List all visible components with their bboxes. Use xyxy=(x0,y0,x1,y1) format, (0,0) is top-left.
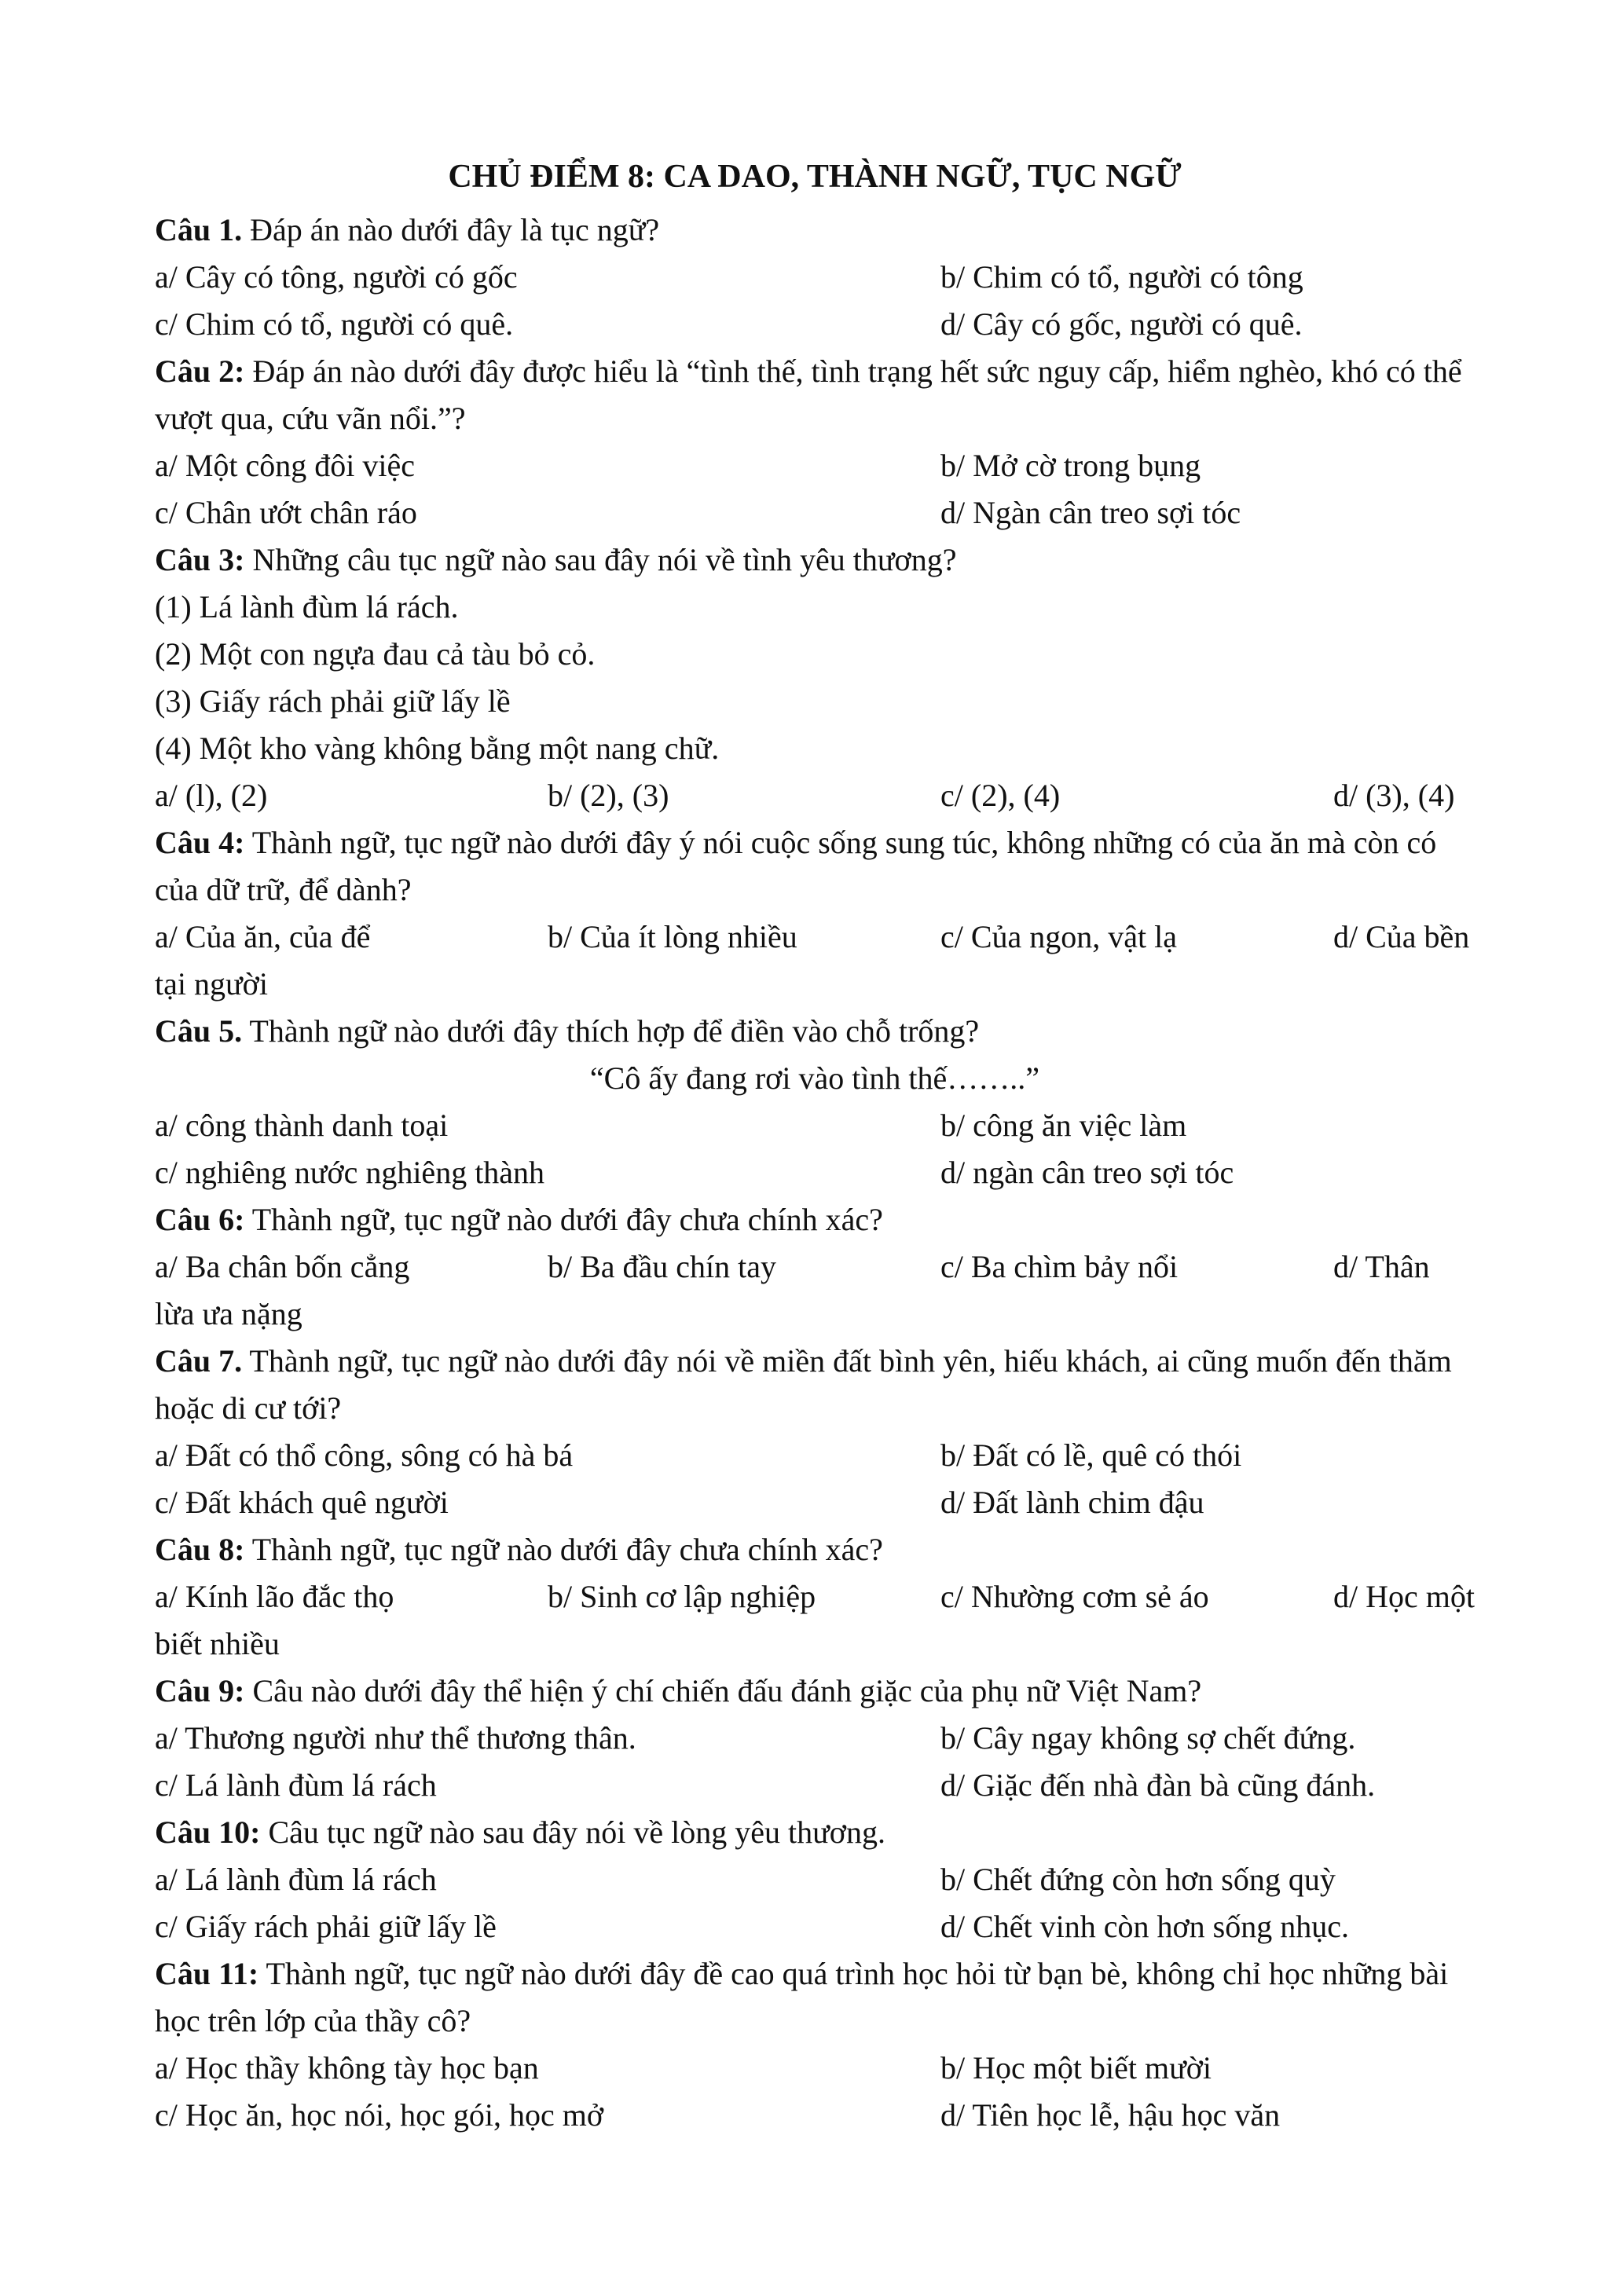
question-10 xyxy=(155,1809,1475,1950)
option-b: b/ Chết đứng còn hơn sống quỳ xyxy=(940,1862,1336,1897)
option-d: d/ Ngàn cân treo sợi tóc xyxy=(940,495,1241,530)
page-title: CHỦ ĐIỂM 8: CA DAO, THÀNH NGỮ, TỤC NGỮ xyxy=(448,159,1182,195)
question-5 xyxy=(155,1008,1475,1196)
question-text: Thành ngữ, tục ngữ nào dưới đây chưa chính xác? xyxy=(244,1532,883,1567)
option-c: c/ Chim có tổ, người có quê. xyxy=(155,306,514,342)
question-label: Câu 1. xyxy=(155,212,243,247)
option-c: c/ nghiêng nước nghiêng thành xyxy=(155,1155,545,1190)
option-c: c/ Học ăn, học nói, học gói, học mở xyxy=(155,2097,604,2133)
question-label: Câu 5. xyxy=(155,1013,243,1049)
option-d: d/ Thân lừa ưa nặng xyxy=(155,1249,1430,1331)
option-d: d/ Chết vinh còn hơn sống nhục. xyxy=(940,1909,1349,1944)
option-b: b/ (2), (3) xyxy=(548,778,669,813)
option-c: c/ Lá lành đùm lá rách xyxy=(155,1767,437,1803)
option-a: a/ Của ăn, của để xyxy=(155,919,371,954)
question-4 xyxy=(155,819,1475,1008)
option-c: c/ Đất khách quê người xyxy=(155,1485,449,1520)
option-b: b/ Học một biết mười xyxy=(940,2050,1212,2085)
question-7 xyxy=(155,1338,1475,1526)
question-text: Thành ngữ, tục ngữ nào dưới đây đề cao quá trình học hỏi từ bạn bè, không chỉ học những bài học trên lớp của thầy cô? xyxy=(155,1956,1449,2038)
option-c: c/ Của ngon, vật lạ xyxy=(940,919,1178,954)
option-a: a/ Đất có thổ công, sông có hà bá xyxy=(155,1437,574,1473)
question-text: Những câu tục ngữ nào sau đây nói về tình yêu thương? xyxy=(244,542,957,577)
question-label: Câu 8: xyxy=(155,1532,245,1567)
option-a: a/ Ba chân bốn cẳng xyxy=(155,1249,410,1284)
proverb-line-3: (3) Giấy rách phải giữ lấy lề xyxy=(155,683,511,719)
question-8 xyxy=(155,1526,1475,1668)
question-label: Câu 9: xyxy=(155,1673,245,1708)
option-a: a/ Cây có tông, người có gốc xyxy=(155,259,518,295)
option-a: a/ công thành danh toại xyxy=(155,1108,449,1143)
document-page xyxy=(155,153,1475,2139)
option-c: c/ Ba chìm bảy nổi xyxy=(940,1249,1179,1284)
option-c: c/ Giấy rách phải giữ lấy lề xyxy=(155,1909,497,1944)
option-b: b/ Mở cờ trong bụng xyxy=(940,448,1201,483)
option-c: c/ Nhường cơm sẻ áo xyxy=(940,1579,1209,1614)
question-text: Thành ngữ nào dưới đây thích hợp để điền vào chỗ trống? xyxy=(242,1013,980,1049)
proverb-line-1: (1) Lá lành đùm lá rách. xyxy=(155,589,459,624)
option-d: d/ (3), (4) xyxy=(1333,778,1455,813)
question-label: Câu 10: xyxy=(155,1814,261,1850)
option-d: d/ Học một biết nhiều xyxy=(155,1579,1475,1661)
question-text: Đáp án nào dưới đây được hiểu là “tình thế, tình trạng hết sức nguy cấp, hiểm nghèo, khó có thể vượt qua, cứu vãn nổi.”? xyxy=(155,353,1462,436)
option-a: a/ Một công đôi việc xyxy=(155,448,416,483)
question-text: Thành ngữ, tục ngữ nào dưới đây nói về miền đất bình yên, hiếu khách, ai cũng muốn đến thăm hoặc di cư tới? xyxy=(155,1343,1452,1426)
option-b: b/ Cây ngay không sợ chết đứng. xyxy=(940,1720,1356,1756)
option-d: d/ Đất lành chim đậu xyxy=(940,1485,1204,1520)
question-label: Câu 7. xyxy=(155,1343,243,1379)
question-11 xyxy=(155,1950,1475,2139)
option-d: d/ Cây có gốc, người có quê. xyxy=(940,306,1303,342)
option-b: b/ Ba đầu chín tay xyxy=(548,1249,777,1284)
option-d: d/ Giặc đến nhà đàn bà cũng đánh. xyxy=(940,1767,1376,1803)
option-c: c/ Chân ướt chân ráo xyxy=(155,495,417,530)
question-text: Đáp án nào dưới đây là tục ngữ? xyxy=(242,212,660,247)
proverb-line-4: (4) Một kho vàng không bằng một nang chữ. xyxy=(155,731,720,766)
question-text: Câu nào dưới đây thể hiện ý chí chiến đấu đánh giặc của phụ nữ Việt Nam? xyxy=(244,1673,1202,1708)
question-label: Câu 4: xyxy=(155,825,245,860)
option-b: b/ Đất có lề, quê có thói xyxy=(940,1437,1242,1473)
question-text: Câu tục ngữ nào sau đây nói về lòng yêu thương. xyxy=(260,1814,885,1850)
option-a: a/ Học thầy không tày học bạn xyxy=(155,2050,539,2085)
option-b: b/ Sinh cơ lập nghiệp xyxy=(548,1579,816,1614)
question-label: Câu 11: xyxy=(155,1956,259,1991)
question-text: Thành ngữ, tục ngữ nào dưới đây ý nói cuộc sống sung túc, không những có của ăn mà còn có của dữ trữ, để dành? xyxy=(155,825,1437,907)
option-b: b/ Chim có tổ, người có tông xyxy=(940,259,1303,295)
option-a: a/ Kính lão đắc thọ xyxy=(155,1579,394,1614)
option-d: d/ Của bền tại người xyxy=(155,919,1470,1002)
question-text: Thành ngữ, tục ngữ nào dưới đây chưa chính xác? xyxy=(244,1202,883,1237)
option-c: c/ (2), (4) xyxy=(940,778,1061,813)
option-b: b/ Của ít lòng nhiều xyxy=(548,919,797,954)
fill-in-sentence: “Cô ấy đang rơi vào tình thế……..” xyxy=(589,1060,1040,1096)
option-a: a/ Lá lành đùm lá rách xyxy=(155,1862,437,1897)
question-6 xyxy=(155,1196,1475,1338)
option-a: a/ (l), (2) xyxy=(155,778,268,813)
question-3 xyxy=(155,536,1475,819)
option-d: d/ ngàn cân treo sợi tóc xyxy=(940,1155,1234,1190)
question-2 xyxy=(155,348,1475,536)
question-label: Câu 3: xyxy=(155,542,245,577)
question-1 xyxy=(155,207,1475,348)
question-label: Câu 2: xyxy=(155,353,245,389)
option-b: b/ công ăn việc làm xyxy=(940,1108,1187,1143)
option-a: a/ Thương người như thể thương thân. xyxy=(155,1720,636,1756)
option-d: d/ Tiên học lễ, hậu học văn xyxy=(940,2097,1281,2133)
question-label: Câu 6: xyxy=(155,1202,245,1237)
question-9 xyxy=(155,1668,1475,1809)
proverb-line-2: (2) Một con ngựa đau cả tàu bỏ cỏ. xyxy=(155,636,596,672)
